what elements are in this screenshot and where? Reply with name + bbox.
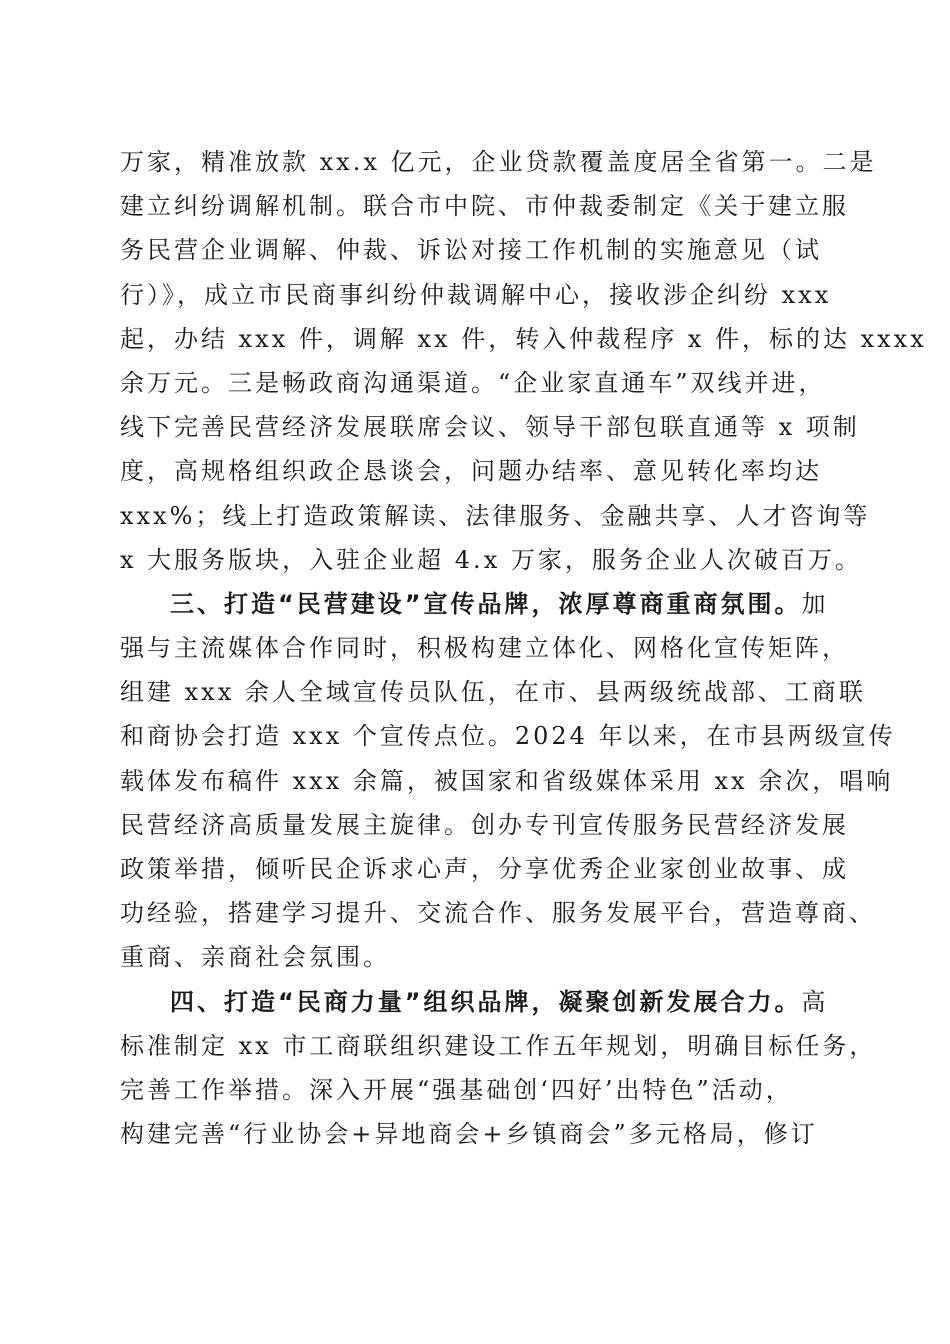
text-line: 务民营企业调解、仲裁、诉讼对接工作机制的实施意见（试 [120,236,822,265]
text-line-continuation: 高 [801,987,829,1016]
text-line: 标准制定 xx 市工商联组织建设工作五年规划，明确目标任务， [120,1031,877,1060]
text-line: 行）》，成立市民商事纠纷仲裁调解中心，接收涉企纠纷 xxx [120,280,832,309]
text-line: 起，办结 xxx 件，调解 xx 件，转入仲裁程序 x 件，标的达 xxxx [120,324,927,353]
text-line: 线下完善民营经济发展联席会议、领导干部包联直通等 x 项制 [120,413,860,442]
section-heading-line [120,582,835,626]
text-line: xxx%；线上打造政策解读、法律服务、金融共享、人才咨询等 [120,501,871,530]
section-heading-line [120,980,835,1024]
text-line: 和商协会打造 xxx 个宣传点位。2024 年以来，在市县两级宣传 [120,722,896,751]
text-line: 载体发布稿件 xxx 余篇，被国家和省级媒体采用 xx 余次，唱响 [120,766,894,795]
text-line: 构建完善“行业协会+异地商会+乡镇商会”多元格局，修订 [120,1120,818,1149]
text-line: 政策举措，倾听民企诉求心声，分享优秀企业家创业故事、成 [120,855,849,883]
section-heading-3: 三、打造“民营建设”宣传品牌，浓厚尊商重商氛围。 [170,589,802,618]
text-line: x 大服务版块，入驻企业超 4.x 万家，服务企业人次破百万。 [120,545,862,574]
text-line: 强与主流媒体合作同时，积极构建立体化、网格化宣传矩阵， [120,634,849,663]
text-line: 万家，精准放款 xx.x 亿元，企业贷款覆盖度居全省第一。二是 [120,148,877,176]
text-line: 建立纠纷调解机制。联合市中院、市仲裁委制定《关于建立服 [120,192,849,221]
text-line: 完善工作举措。深入开展“强基础创‘四好’出特色”活动， [120,1075,793,1104]
text-line: 功经验，搭建学习提升、交流合作、服务发展平台，营造尊商、 [120,899,876,928]
document-body [120,140,927,1156]
text-line: 重商、亲商社会氛围。 [120,943,390,972]
text-line-continuation: 加 [801,589,829,618]
section-heading-4: 四、打造“民商力量”组织品牌，凝聚创新发展合力。 [170,987,802,1016]
text-line: 组建 xxx 余人全域宣传员队伍，在市、县两级统战部、工商联 [120,678,866,707]
text-line: 余万元。三是畅政商沟通渠道。“企业家直通车”双线并进， [120,368,826,397]
text-line: 民营经济高质量发展主旋律。创办专刊宣传服务民营经济发展 [120,810,849,839]
text-line: 度，高规格组织政企恳谈会，问题办结率、意见转化率均达 [120,457,822,486]
